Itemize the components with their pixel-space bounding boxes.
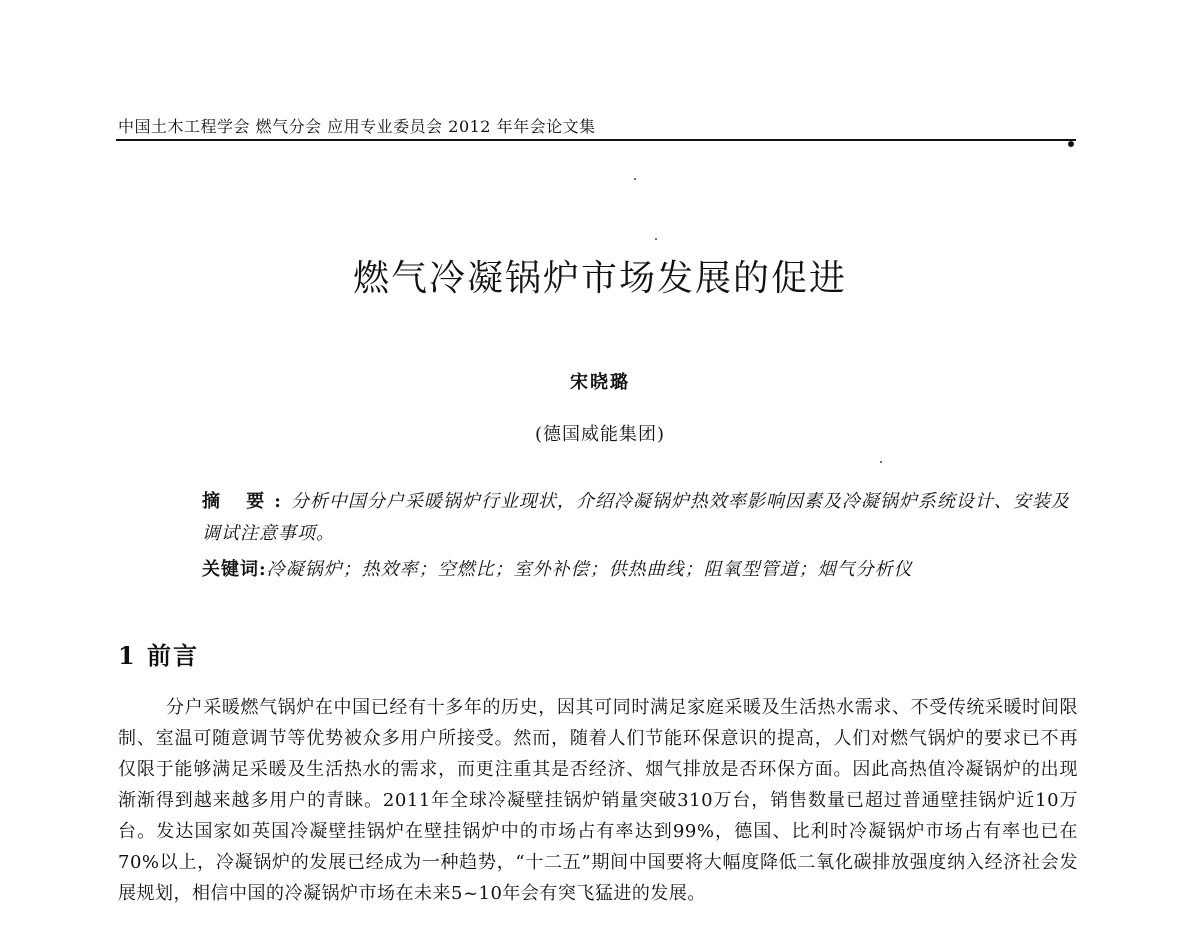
keywords-block [202, 554, 1082, 586]
header-rule [116, 139, 1076, 141]
keywords-text: 冷凝锅炉；热效率；空燃比；室外补偿；供热曲线；阻氧型管道；烟气分析仪 [266, 559, 913, 580]
paper-title: 燃气冷凝锅炉市场发展的促进 [352, 258, 847, 299]
abstract-text: 分析中国分户采暖锅炉行业现状，介绍冷凝锅炉热效率影响因素及冷凝锅炉系统设计、安装及调试注意事项。 [202, 491, 1070, 544]
abstract-block [118, 486, 1078, 550]
running-header: 中国土木工程学会 燃气分会 应用专业委员会 2012 年年会论文集 [118, 117, 596, 136]
header-rule-mark [1068, 141, 1074, 147]
abstract-label: 摘 要: [202, 491, 291, 512]
author-affiliation: (德国威能集团) [534, 424, 666, 445]
abstract-paragraph [118, 486, 1078, 550]
scan-speck [880, 461, 882, 463]
keywords-label: 关键词: [202, 559, 267, 580]
scan-speck [655, 238, 657, 240]
section-paragraph: 分户采暖燃气锅炉在中国已经有十多年的历史，因其可同时满足家庭采暖及生活热水需求、不受传统采暖时间限制、室温可随意调节等优势被众多用户所接受。然而，随着人们节能环保意识的提高，人们对燃气锅炉的要求已不再仅限于能够满足采暖及生活热水的需求，而更注重其是否经济、烟气排放是否环保方面。因此高热值冷凝锅炉的出现渐渐得到越来越多用户的青睐。2011年全球冷凝壁挂锅炉销量突破310万台，销售数量已超过普通壁挂锅炉近10万台。发达国家如英国冷凝壁挂锅炉在壁挂锅炉中的市场占有率达到99%，德国、比利时冷凝锅炉市场占有率也已在70%以上，冷凝锅炉的发展已经成为一种趋势，“十二五”期间中国要将大幅度降低二氧化碳排放强度纳入经济社会发展规划，相信中国的冷凝锅炉市场在未来5~10年会有突飞猛进的发展。 [118, 697, 1078, 904]
author-name: 宋晓璐 [570, 372, 630, 393]
section-heading: 1 前言 [118, 641, 200, 670]
scan-speck [634, 178, 636, 180]
